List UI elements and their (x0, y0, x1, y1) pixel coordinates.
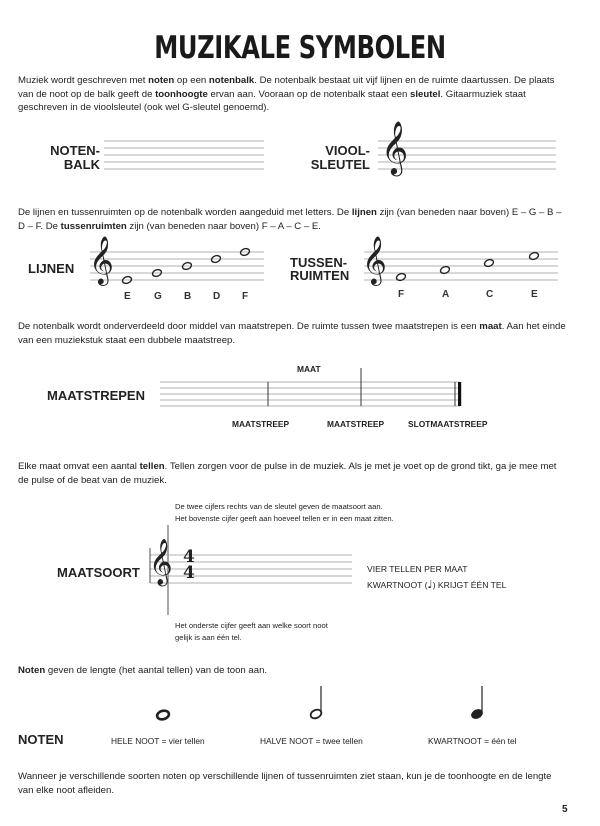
time-signature-bottom: 4 (183, 563, 195, 583)
intro-paragraph: Muziek wordt geschreven met noten op een notenbalk. De notenbalk bestaat uit vijf lijnen en de ruimte daartussen. De plaats van de noot op de balk geeft de toonhoogte ervan aan. Vooraan op de notenbalk staat een sleutel. Gitaarmuziek staat geschreven in de vioolsleutel (ook wel G-sleutel genoemd). (18, 75, 555, 113)
timesig-label: MAATSOORT (57, 565, 140, 580)
measure-paragraph: De notenbalk wordt onderverdeeld door middel van maatstrepen. De ruimte tussen twee maatstrepen is een maat. Aan het einde van een muziekstuk staat een dubbele maatstreep. (18, 321, 566, 346)
note-letter: A (442, 289, 450, 300)
measure-label: MAAT (297, 364, 321, 374)
whole-note-icon (156, 709, 170, 720)
lines-paragraph: De lijnen en tussenruimten op de notenbalk worden aangeduid met letters. De lijnen zijn (van beneden naar boven) E – G – B – D – F. De tussenruimten zijn (van beneden naar boven) F – A – C – E. (18, 207, 562, 232)
whole-note-caption: HELE NOOT = vier tellen (111, 736, 205, 746)
note-letter: E (124, 291, 131, 302)
quarter-note-icon (470, 686, 484, 720)
final-barline-caption: SLOTMAATSTREEP (408, 419, 488, 429)
note-letter: E (531, 289, 538, 300)
notes-label: NOTEN (18, 732, 64, 747)
note-letter: D (213, 291, 221, 302)
closing-paragraph: Wanneer je verschillende soorten noten op verschillende lijnen of tussenruimten ziet staan, kun je de toonhoogte en de lengte van elke noot afleiden. (18, 771, 552, 796)
quarter-note-icon: ♩ (427, 578, 433, 591)
half-note-caption: HALVE NOOT = twee tellen (260, 736, 363, 746)
note-letter: F (398, 289, 405, 300)
note-letter: C (486, 289, 494, 300)
clef-label: VIOOL- SLEUTEL (310, 143, 370, 172)
treble-clef-icon: 𝄞 (149, 539, 173, 585)
quarter-note-caption: KWARTNOOT = één tel (428, 736, 517, 746)
lines-label: LIJNEN (28, 261, 75, 276)
treble-clef-icon: 𝄞 (362, 235, 387, 284)
barline-caption: MAATSTREEP (327, 419, 385, 429)
staff-label: NOTEN- BALK (50, 143, 100, 172)
timesig-bottom-note: Het onderste cijfer geeft aan welke soort noot gelijk is aan één tel. (175, 621, 328, 642)
page-title: MUZIKALE SYMBOLEN (154, 30, 446, 66)
spaces-label: TUSSEN- RUIMTEN (290, 255, 350, 283)
note-letter: B (184, 291, 192, 302)
half-note-icon (309, 686, 323, 720)
treble-clef-icon: 𝄞 (89, 235, 114, 284)
barlines-label: MAATSTREPEN (47, 388, 145, 403)
note-letter: G (154, 291, 162, 302)
notes-paragraph: Noten geven de lengte (het aantal tellen) van de toon aan. (18, 665, 268, 676)
timesig-top-note: De twee cijfers rechts van de sleutel geven de maatsoort aan. Het bovenste cijfer geeft aan hoeveel tellen er in een maat zitten. (175, 502, 394, 523)
page-number: 5 (562, 804, 568, 815)
time-signature-top: 4 (183, 547, 195, 567)
note-letter: F (242, 291, 249, 302)
count-paragraph: Elke maat omvat een aantal tellen. Tellen zorgen voor de pulse in de muziek. Als je met je voet op de grond tikt, ga je mee met de pulse of de beat van de muziek. (18, 461, 557, 486)
barline-caption: MAATSTREEP (232, 419, 290, 429)
treble-clef-icon: 𝄞 (381, 120, 409, 174)
timesig-explanation: VIER TELLEN PER MAAT KWARTNOOT (♩) KRIJGT ÉÉN TEL (367, 564, 507, 591)
